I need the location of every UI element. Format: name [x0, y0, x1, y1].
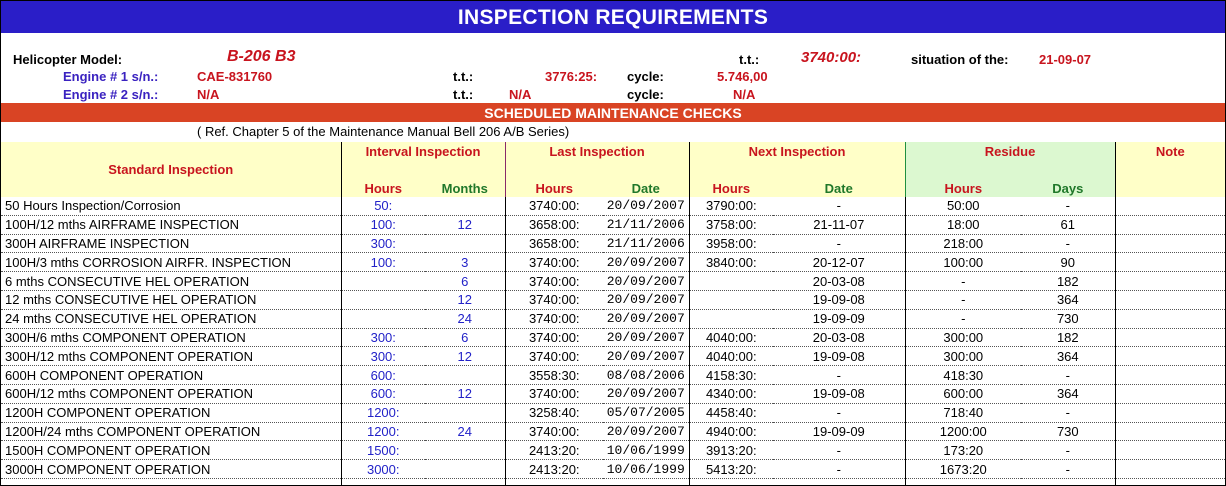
cell-name: 100H/3 mths CORROSION AIRFR. INSPECTION [1, 253, 341, 272]
cell-int-months: 12 [425, 384, 505, 403]
cell-res-days: - [1021, 234, 1115, 253]
cell-next-hours [689, 272, 773, 291]
engine1-tt-label: t.t.: [453, 69, 474, 84]
engine2-serial: N/A [197, 87, 220, 102]
cell-int-months: 6 [425, 272, 505, 291]
cell-note [1115, 234, 1225, 253]
cell-res-days: - [1021, 197, 1115, 215]
cell-res-hours: 50:00 [905, 197, 1021, 215]
cell-last-hours: 3740:00: [505, 347, 603, 366]
cell-last-date: 21/11/2006 [603, 234, 689, 253]
cell-res-days: - [1021, 403, 1115, 422]
cell-int-hours: 50: [341, 197, 425, 215]
cell-int-months [425, 366, 505, 385]
col-residue-label: Residue [984, 144, 1036, 159]
cell-note [1115, 215, 1225, 234]
total-time-label: t.t.: [739, 52, 760, 67]
cell-last-hours: 3558:30: [505, 366, 603, 385]
cell-last-date: 10/06/1999 [603, 441, 689, 460]
table-row [1, 197, 1225, 215]
cell-note [1115, 290, 1225, 309]
cell-next-date: - [773, 403, 905, 422]
cell-last-date: 08/08/2006 [603, 366, 689, 385]
engine1-cycle-value: 5.746,00 [717, 69, 768, 84]
cell-res-days: 61 [1021, 215, 1115, 234]
cell-res-hours: - [905, 290, 1021, 309]
engine2-label: Engine # 2 s/n.: [63, 87, 159, 102]
col-interval-label: Interval Inspection [365, 144, 481, 159]
col-standard-label: Standard Inspection [108, 162, 234, 177]
cell-name: 6 mths CONSECUTIVE HEL OPERATION [1, 272, 341, 291]
cell-next-date: - [773, 197, 905, 215]
col-interval-inspection [341, 142, 505, 180]
cell-res-days: - [1021, 366, 1115, 385]
cell-empty [425, 478, 505, 486]
cell-last-hours: 3740:00: [505, 290, 603, 309]
cell-res-days: - [1021, 441, 1115, 460]
cell-last-hours: 3258:40: [505, 403, 603, 422]
table-row [1, 384, 1225, 403]
cell-note [1115, 253, 1225, 272]
col-next-hours: Hours [689, 180, 773, 197]
cell-name: 1200H/24 mths COMPONENT OPERATION [1, 422, 341, 441]
engine2-cycle-value: N/A [733, 87, 756, 102]
cell-res-days: 364 [1021, 290, 1115, 309]
cell-res-hours: 300:00 [905, 347, 1021, 366]
cell-int-months: 6 [425, 328, 505, 347]
page-title: INSPECTION REQUIREMENTS [1, 1, 1225, 33]
cell-last-hours: 3658:00: [505, 215, 603, 234]
table-row [1, 234, 1225, 253]
cell-next-hours: 4940:00: [689, 422, 773, 441]
cell-res-hours: 173:20 [905, 441, 1021, 460]
table-row [1, 290, 1225, 309]
cell-empty [1, 478, 341, 486]
cell-int-months: 12 [425, 290, 505, 309]
cell-note [1115, 384, 1225, 403]
cell-note [1115, 272, 1225, 291]
col-last-label: Last Inspection [549, 144, 645, 159]
cell-res-days: 182 [1021, 328, 1115, 347]
cell-next-date: 19-09-08 [773, 347, 905, 366]
cell-res-hours: 218:00 [905, 234, 1021, 253]
table-row [1, 366, 1225, 385]
cell-next-date: 19-09-08 [773, 384, 905, 403]
col-last-date: Date [603, 180, 689, 197]
cell-res-days: - [1021, 460, 1115, 479]
cell-res-hours: 418:30 [905, 366, 1021, 385]
cell-last-date: 20/09/2007 [603, 197, 689, 215]
cell-next-hours [689, 290, 773, 309]
cell-next-hours: 3913:20: [689, 441, 773, 460]
table-row [1, 328, 1225, 347]
cell-last-hours: 3740:00: [505, 309, 603, 328]
cell-name: 600H COMPONENT OPERATION [1, 366, 341, 385]
cell-res-hours: 100:00 [905, 253, 1021, 272]
cell-int-months: 24 [425, 309, 505, 328]
cell-int-hours: 1200: [341, 422, 425, 441]
cell-next-date: 21-11-07 [773, 215, 905, 234]
cell-int-months [425, 460, 505, 479]
cell-empty [689, 478, 773, 486]
col-residue-hours: Hours [905, 180, 1021, 197]
cell-name: 12 mths CONSECUTIVE HEL OPERATION [1, 290, 341, 309]
engine2-cycle-label: cycle: [627, 87, 664, 102]
cell-int-hours: 600: [341, 366, 425, 385]
cell-next-hours: 4158:30: [689, 366, 773, 385]
cell-res-hours: 718:40 [905, 403, 1021, 422]
helicopter-model-value: B-206 B3 [227, 48, 296, 65]
col-note-label: Note [1155, 144, 1185, 159]
situation-date: 21-09-07 [1039, 52, 1092, 67]
cell-note [1115, 328, 1225, 347]
cell-name: 1200H COMPONENT OPERATION [1, 403, 341, 422]
inspection-table [1, 142, 1225, 486]
cell-res-days: 364 [1021, 384, 1115, 403]
col-next-inspection [689, 142, 905, 180]
cell-empty [341, 478, 425, 486]
table-row [1, 253, 1225, 272]
cell-last-hours: 3740:00: [505, 328, 603, 347]
cell-int-hours: 1500: [341, 441, 425, 460]
cell-int-months [425, 234, 505, 253]
cell-next-hours: 3958:00: [689, 234, 773, 253]
cell-last-date: 20/09/2007 [603, 272, 689, 291]
col-interval-hours: Hours [341, 180, 425, 197]
table-row [1, 309, 1225, 328]
cell-last-hours: 2413:20: [505, 441, 603, 460]
cell-last-hours: 2413:20: [505, 460, 603, 479]
cell-last-hours: 3740:00: [505, 272, 603, 291]
cell-res-hours: 1673:20 [905, 460, 1021, 479]
cell-next-hours: 4040:00: [689, 328, 773, 347]
table-row [1, 403, 1225, 422]
cell-name: 100H/12 mths AIRFRAME INSPECTION [1, 215, 341, 234]
col-last-hours: Hours [505, 180, 603, 197]
cell-res-days: 730 [1021, 309, 1115, 328]
cell-int-hours: 600: [341, 384, 425, 403]
cell-note [1115, 403, 1225, 422]
cell-name: 300H AIRFRAME INSPECTION [1, 234, 341, 253]
section-title: SCHEDULED MAINTENANCE CHECKS [1, 103, 1225, 122]
cell-int-months [425, 403, 505, 422]
cell-name: 3000H COMPONENT OPERATION [1, 460, 341, 479]
cell-int-months: 12 [425, 215, 505, 234]
cell-res-hours: - [905, 309, 1021, 328]
table-row [1, 272, 1225, 291]
cell-int-months [425, 441, 505, 460]
table-row [1, 441, 1225, 460]
cell-res-hours: - [905, 272, 1021, 291]
cell-next-date: 19-09-09 [773, 309, 905, 328]
cell-int-months: 24 [425, 422, 505, 441]
cell-next-date: 19-09-09 [773, 422, 905, 441]
col-interval-months: Months [425, 180, 505, 197]
engine1-cycle-label: cycle: [627, 69, 664, 84]
cell-name: 1500H COMPONENT OPERATION [1, 441, 341, 460]
table-row [1, 215, 1225, 234]
cell-res-days: 364 [1021, 347, 1115, 366]
cell-next-date: - [773, 460, 905, 479]
cell-name: 300H/12 mths COMPONENT OPERATION [1, 347, 341, 366]
cell-note [1115, 309, 1225, 328]
cell-last-date: 20/09/2007 [603, 328, 689, 347]
cell-empty [1115, 478, 1225, 486]
total-time-value: 3740:00: [801, 49, 862, 66]
situation-label: situation of the: [911, 52, 1009, 67]
cell-next-date: 20-03-08 [773, 272, 905, 291]
cell-name: 50 Hours Inspection/Corrosion [1, 197, 341, 215]
cell-last-hours: 3740:00: [505, 384, 603, 403]
cell-last-date: 21/11/2006 [603, 215, 689, 234]
cell-note [1115, 422, 1225, 441]
cell-last-date: 20/09/2007 [603, 290, 689, 309]
engine1-serial: CAE-831760 [197, 69, 273, 84]
cell-int-hours [341, 290, 425, 309]
cell-note [1115, 197, 1225, 215]
cell-last-date: 20/09/2007 [603, 253, 689, 272]
cell-empty [773, 478, 905, 486]
cell-last-date: 10/06/1999 [603, 460, 689, 479]
cell-int-months: 12 [425, 347, 505, 366]
cell-int-months: 3 [425, 253, 505, 272]
cell-last-hours: 3740:00: [505, 197, 603, 215]
cell-int-hours [341, 272, 425, 291]
cell-int-months [425, 197, 505, 215]
cell-int-hours: 100: [341, 253, 425, 272]
reference-note: ( Ref. Chapter 5 of the Maintenance Manual Bell 206 A/B Series) [197, 124, 570, 139]
cell-note [1115, 460, 1225, 479]
cell-int-hours [341, 309, 425, 328]
cell-name: 24 mths CONSECUTIVE HEL OPERATION [1, 309, 341, 328]
engine2-tt-value: N/A [509, 87, 532, 102]
engine1-tt-value: 3776:25: [545, 69, 598, 84]
col-residue [905, 142, 1115, 180]
cell-empty [905, 478, 1021, 486]
cell-next-hours: 4458:40: [689, 403, 773, 422]
col-next-date: Date [773, 180, 905, 197]
cell-next-hours: 5413:20: [689, 460, 773, 479]
engine2-tt-label: t.t.: [453, 87, 474, 102]
col-residue-days: Days [1021, 180, 1115, 197]
cell-next-hours: 3758:00: [689, 215, 773, 234]
cell-last-date: 20/09/2007 [603, 309, 689, 328]
cell-note [1115, 441, 1225, 460]
cell-empty [603, 478, 689, 486]
cell-int-hours: 3000: [341, 460, 425, 479]
cell-res-days: 90 [1021, 253, 1115, 272]
helicopter-model-label: Helicopter Model: [13, 52, 123, 67]
cell-next-date: - [773, 366, 905, 385]
cell-int-hours: 300: [341, 347, 425, 366]
table-row [1, 460, 1225, 479]
cell-int-hours: 300: [341, 328, 425, 347]
cell-last-hours: 3740:00: [505, 253, 603, 272]
cell-next-date: 20-03-08 [773, 328, 905, 347]
col-note [1115, 142, 1225, 197]
cell-next-date: - [773, 441, 905, 460]
cell-next-date: 20-12-07 [773, 253, 905, 272]
cell-next-hours: 4040:00: [689, 347, 773, 366]
col-standard-inspection [1, 142, 341, 197]
cell-next-hours: 3790:00: [689, 197, 773, 215]
cell-last-hours: 3658:00: [505, 234, 603, 253]
cell-res-days: 730 [1021, 422, 1115, 441]
table-row-empty [1, 478, 1225, 486]
cell-res-hours: 300:00 [905, 328, 1021, 347]
cell-res-hours: 1200:00 [905, 422, 1021, 441]
cell-note [1115, 347, 1225, 366]
cell-res-days: 182 [1021, 272, 1115, 291]
cell-empty [505, 478, 603, 486]
engine1-label: Engine # 1 s/n.: [63, 69, 159, 84]
cell-name: 300H/6 mths COMPONENT OPERATION [1, 328, 341, 347]
cell-note [1115, 366, 1225, 385]
cell-last-hours: 3740:00: [505, 422, 603, 441]
cell-empty [1021, 478, 1115, 486]
cell-int-hours: 100: [341, 215, 425, 234]
col-next-label: Next Inspection [748, 144, 846, 159]
cell-next-date: 19-09-08 [773, 290, 905, 309]
table-row [1, 422, 1225, 441]
cell-last-date: 05/07/2005 [603, 403, 689, 422]
cell-res-hours: 600:00 [905, 384, 1021, 403]
cell-last-date: 20/09/2007 [603, 384, 689, 403]
table-row [1, 347, 1225, 366]
cell-int-hours: 300: [341, 234, 425, 253]
cell-next-hours: 4340:00: [689, 384, 773, 403]
cell-name: 600H/12 mths COMPONENT OPERATION [1, 384, 341, 403]
cell-res-hours: 18:00 [905, 215, 1021, 234]
cell-next-date: - [773, 234, 905, 253]
cell-next-hours [689, 309, 773, 328]
cell-next-hours: 3840:00: [689, 253, 773, 272]
col-last-inspection [505, 142, 689, 180]
cell-last-date: 20/09/2007 [603, 347, 689, 366]
cell-last-date: 20/09/2007 [603, 422, 689, 441]
cell-int-hours: 1200: [341, 403, 425, 422]
